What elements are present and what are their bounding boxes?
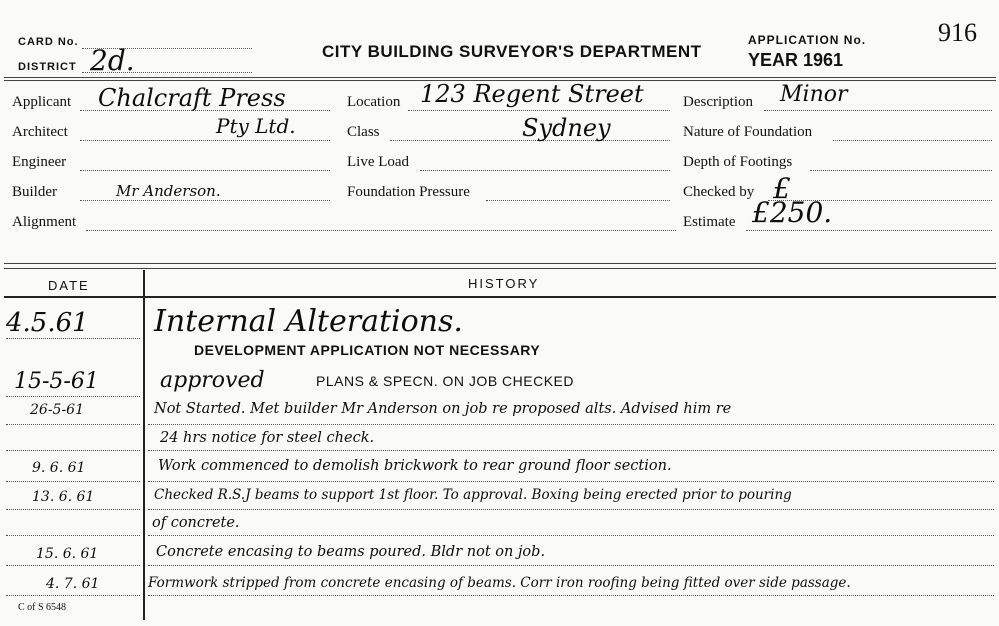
history-column-header: HISTORY <box>468 276 540 291</box>
table-row-text: approved <box>160 368 265 393</box>
nature-of-foundation-line <box>833 140 992 141</box>
nature-of-foundation-label: Nature of Foundation <box>683 124 813 140</box>
checked-by-value: £ <box>773 172 791 205</box>
class-value: Sydney <box>522 114 611 142</box>
table-row-date: 4.5.61 <box>6 308 89 338</box>
depth-of-footings-line <box>810 170 992 171</box>
engineer-line <box>80 170 330 171</box>
table-row-date: 15. 6. 61 <box>36 546 99 562</box>
table-top-rule-2 <box>4 268 996 269</box>
district-value: 2d. <box>90 44 135 77</box>
table-row-text: Not Started. Met builder Mr Anderson on job re proposed alts. Advised him re <box>154 401 732 417</box>
estimate-line <box>746 230 992 231</box>
form-code: C of S 6548 <box>18 602 67 613</box>
foundation-pressure-line <box>486 200 670 201</box>
builder-label: Builder <box>12 184 57 200</box>
table-row-date: 4. 7. 61 <box>46 576 100 592</box>
table-column-divider <box>143 270 145 620</box>
estimate-value: £250. <box>752 196 833 229</box>
depth-of-footings-label: Depth of Footings <box>683 154 793 170</box>
builder-line <box>80 200 330 201</box>
applicant-value: Chalcraft Press <box>98 84 286 112</box>
table-row-text: Checked R.S.J beams to support 1st floor. To approval. Boxing being erected prior to pouring <box>154 487 792 503</box>
application-label: APPLICATION No. <box>748 33 867 47</box>
description-label: Description <box>683 94 753 110</box>
table-header-rule <box>4 296 996 298</box>
alignment-label: Alignment <box>12 214 77 230</box>
table-row-date: 26-5-61 <box>30 402 84 418</box>
plans-checked-stamp: PLANS & SPECN. ON JOB CHECKED <box>316 373 575 389</box>
card-no-label: CARD No. <box>18 36 79 48</box>
district-label: DISTRICT <box>18 61 77 73</box>
builder-value: Mr Anderson. <box>116 182 221 200</box>
checked-by-label: Checked by <box>683 184 755 200</box>
architect-value: Pty Ltd. <box>216 114 296 138</box>
description-value: Minor <box>780 82 848 107</box>
class-label: Class <box>347 124 380 140</box>
engineer-label: Engineer <box>12 154 67 170</box>
development-stamp: DEVELOPMENT APPLICATION NOT NECESSARY <box>194 342 541 358</box>
table-row-date: 13. 6. 61 <box>32 489 95 505</box>
location-label: Location <box>347 94 401 110</box>
table-row-text: Work commenced to demolish brickwork to rear ground floor section. <box>158 458 672 474</box>
application-number: 916 <box>938 18 977 47</box>
applicant-label: Applicant <box>12 94 72 110</box>
foundation-pressure-label: Foundation Pressure <box>347 184 470 200</box>
live-load-label: Live Load <box>347 154 410 170</box>
table-row-text: Concrete encasing to beams poured. Bldr not on job. <box>156 544 546 560</box>
location-value: 123 Regent Street <box>420 80 644 108</box>
table-row-text: of concrete. <box>152 515 240 531</box>
location-line <box>408 110 670 111</box>
architect-label: Architect <box>12 124 68 140</box>
estimate-label: Estimate <box>683 214 736 230</box>
architect-line <box>80 140 330 141</box>
year-label: YEAR 1961 <box>748 50 844 70</box>
description-line <box>764 110 992 111</box>
table-row-text: 24 hrs notice for steel check. <box>160 430 375 446</box>
live-load-line <box>420 170 670 171</box>
table-top-rule <box>4 263 996 264</box>
table-row-date: 15-5-61 <box>14 369 99 394</box>
table-row-text: Formwork stripped from concrete encasing of beams. Corr iron roofing being fitted over side passage. <box>148 575 851 591</box>
department-title: CITY BUILDING SURVEYOR'S DEPARTMENT <box>322 42 702 61</box>
header-rule <box>4 77 996 78</box>
table-row-text: Internal Alterations. <box>154 304 463 339</box>
alignment-line <box>86 230 676 231</box>
date-column-header: DATE <box>48 278 90 293</box>
table-row-date: 9. 6. 61 <box>32 460 86 476</box>
